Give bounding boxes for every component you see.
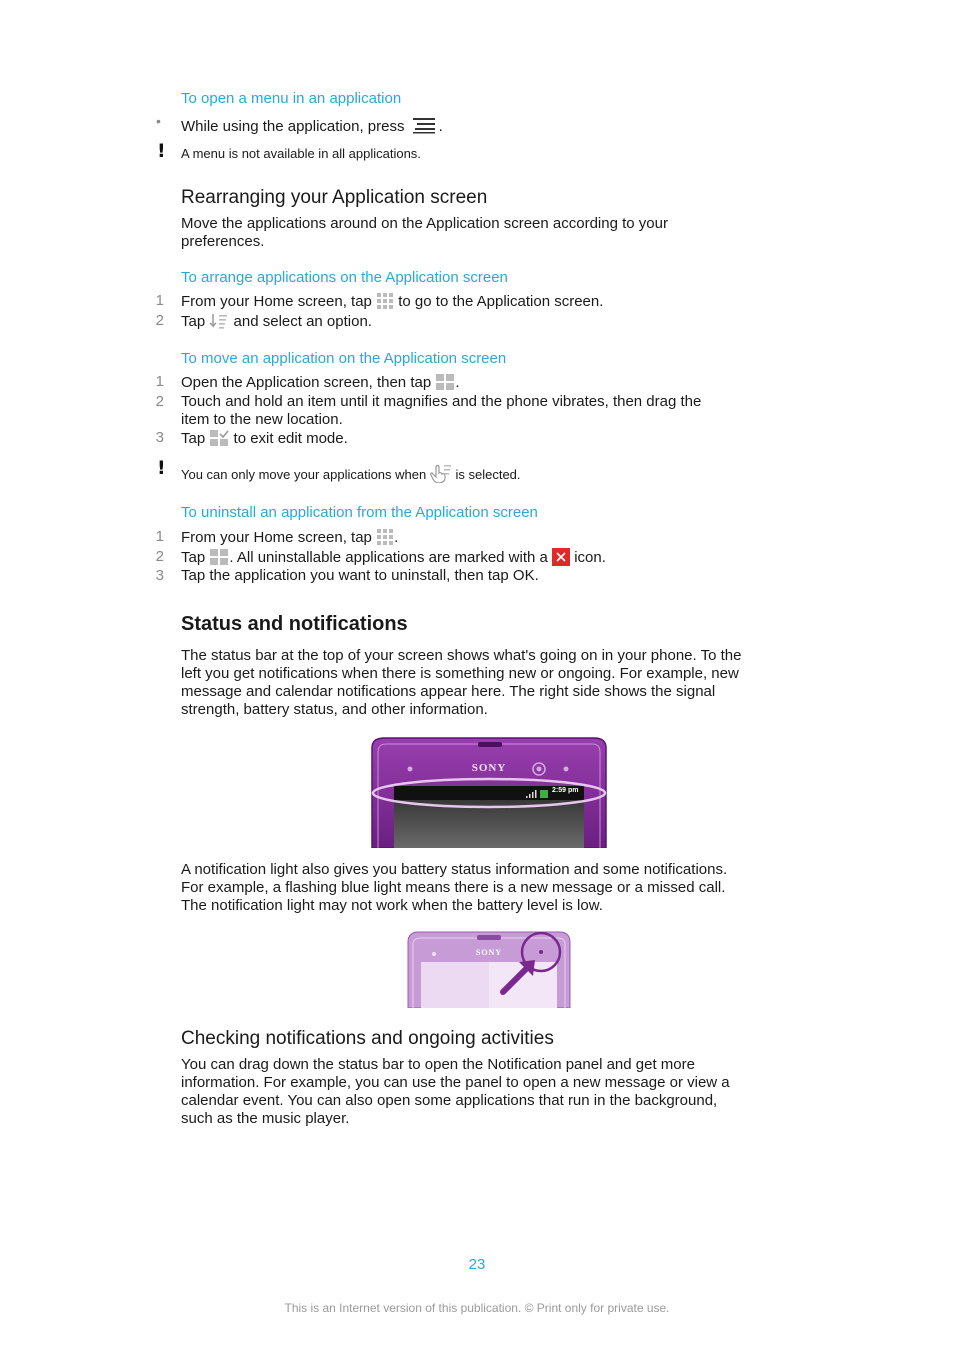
status-p2-line-2: For example, a flashing blue light means there is a new message or a missed call. bbox=[181, 879, 726, 896]
sort-icon bbox=[209, 312, 229, 335]
step-text: . bbox=[534, 567, 539, 584]
menu-step-end: . bbox=[438, 118, 443, 135]
step-text: Tap bbox=[181, 313, 206, 330]
step-text: to exit edit mode. bbox=[233, 430, 348, 447]
step-text: From your Home screen, tap bbox=[181, 293, 372, 310]
move-step-2-line-2: item to the new location. bbox=[181, 411, 343, 428]
arrange-step-2 bbox=[181, 312, 372, 335]
step-text: Tap bbox=[181, 430, 206, 447]
checking-line-3: calendar event. You can also open some applications that run in the background, bbox=[181, 1092, 718, 1109]
phone-brand-logo: SONY bbox=[471, 762, 507, 774]
status-title: Status and notifications bbox=[181, 613, 408, 635]
menu-step-text: While using the application, press bbox=[181, 118, 405, 135]
move-note bbox=[181, 463, 521, 486]
status-bar-illustration bbox=[370, 734, 608, 848]
warning-icon: ! bbox=[157, 140, 166, 162]
step-number: 2 bbox=[155, 393, 164, 410]
step-text: From your Home screen, tap bbox=[181, 529, 372, 546]
step-text: icon. bbox=[574, 549, 606, 566]
status-p1-line-3: message and calendar notifications appear here. The right side shows the signal bbox=[181, 683, 716, 700]
step-number: 1 bbox=[155, 292, 164, 309]
checking-line-1: You can drag down the status bar to open the Notification panel and get more bbox=[181, 1056, 695, 1073]
checking-line-4: such as the music player. bbox=[181, 1110, 350, 1127]
status-p1-line-1: The status bar at the top of your screen shows what's going on in your phone. To the bbox=[181, 647, 742, 664]
move-step-3 bbox=[181, 429, 348, 452]
rearrange-title: Rearranging your Application screen bbox=[181, 187, 488, 208]
phone-brand-logo: SONY bbox=[475, 948, 503, 957]
menu-step bbox=[181, 115, 443, 140]
step-text: Open the Application screen, then tap bbox=[181, 374, 432, 391]
step-text: and select an option. bbox=[233, 313, 372, 330]
bullet: • bbox=[156, 113, 161, 129]
footer-notice: This is an Internet version of this publication. © Print only for private use. bbox=[284, 1301, 670, 1315]
rearrange-text-1: Move the applications around on the Application screen according to your bbox=[181, 215, 668, 232]
step-text: . bbox=[394, 529, 399, 546]
uninstall-x-icon bbox=[552, 548, 570, 571]
step-text: to go to the Application screen. bbox=[398, 293, 604, 310]
checking-line-2: information. For example, you can use the panel to open a new message or view a bbox=[181, 1074, 730, 1091]
ok-label: OK bbox=[512, 567, 535, 584]
checking-title: Checking notifications and ongoing activities bbox=[181, 1028, 554, 1049]
step-number: 1 bbox=[155, 528, 164, 545]
step-number: 2 bbox=[155, 548, 164, 565]
step-text: Tap the application you want to uninstall, then tap bbox=[181, 567, 509, 584]
page-number: 23 bbox=[468, 1256, 486, 1273]
done-edit-icon bbox=[209, 429, 229, 452]
step-number: 1 bbox=[155, 373, 164, 390]
move-heading: To move an application on the Application screen bbox=[181, 350, 507, 367]
status-p1-line-2: left you get notifications when there is something new or ongoing. For example, new bbox=[181, 665, 739, 682]
step-text: Tap bbox=[181, 549, 206, 566]
menu-icon bbox=[411, 115, 437, 140]
step-text: . All uninstallable applications are marked with a bbox=[229, 549, 548, 566]
step-text: . bbox=[455, 374, 460, 391]
uninstall-step-3 bbox=[181, 567, 539, 585]
move-step-2-line-1: Touch and hold an item until it magnifies and the phone vibrates, then drag the bbox=[181, 393, 702, 410]
status-bar-time: 2:59 pm bbox=[552, 787, 579, 794]
status-p2-line-1: A notification light also gives you battery status information and some notifications. bbox=[181, 861, 728, 878]
rearrange-text-2: preferences. bbox=[181, 233, 265, 250]
step-number: 2 bbox=[155, 312, 164, 329]
status-p1-line-4: strength, battery status, and other information. bbox=[181, 701, 488, 718]
note-text: is selected. bbox=[455, 467, 521, 482]
own-order-icon bbox=[430, 463, 452, 486]
apps-grid-icon bbox=[376, 292, 394, 315]
warning-icon: ! bbox=[157, 457, 166, 479]
menu-note: A menu is not available in all applications. bbox=[181, 146, 421, 161]
notification-light-illustration bbox=[407, 930, 571, 1008]
arrange-heading: To arrange applications on the Application screen bbox=[181, 269, 508, 286]
note-text: You can only move your applications when bbox=[181, 467, 427, 482]
uninstall-heading: To uninstall an application from the Application screen bbox=[181, 504, 538, 521]
step-number: 3 bbox=[155, 567, 164, 584]
menu-heading: To open a menu in an application bbox=[181, 90, 402, 107]
step-number: 3 bbox=[155, 429, 164, 446]
status-p2-line-3: The notification light may not work when the battery level is low. bbox=[181, 897, 603, 914]
